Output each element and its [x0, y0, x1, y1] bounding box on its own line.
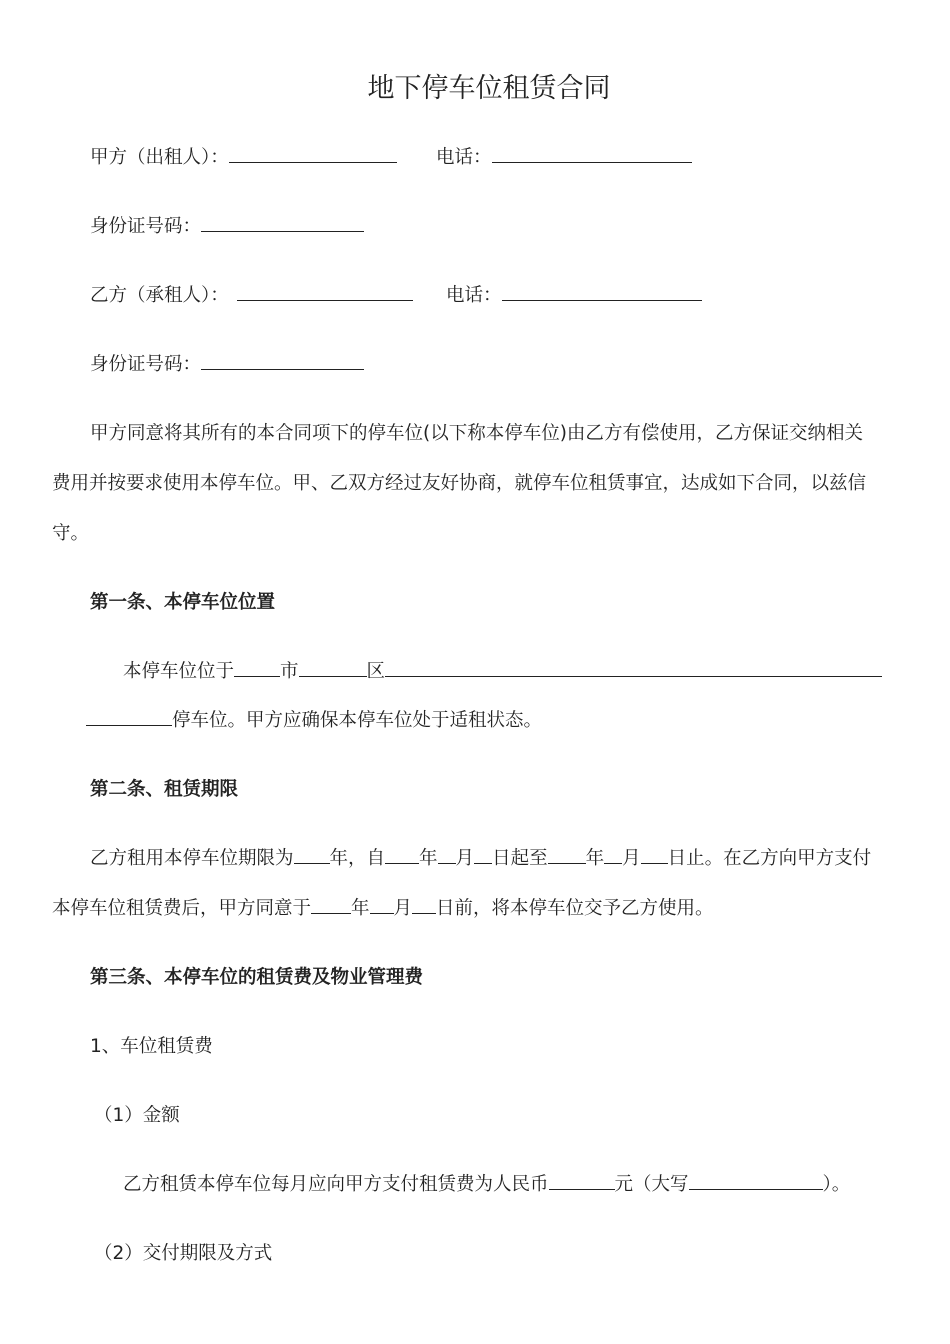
- fee-text-3: ）。: [822, 1174, 851, 1195]
- term-text-8: 日止。在乙方向甲方支付: [667, 848, 872, 869]
- article-3-heading: 第三条、本停车位的租赁费及物业管理费: [90, 967, 424, 988]
- handover-text-4: 日前，将本停车位交予乙方使用。: [436, 898, 714, 919]
- article-2-line-1: [90, 847, 871, 871]
- start-year-blank[interactable]: [385, 847, 419, 864]
- handover-text-2: 年: [351, 898, 370, 919]
- term-text-3: 年: [419, 848, 438, 869]
- fee-line: [123, 1173, 850, 1197]
- fee-amount-blank[interactable]: [549, 1173, 615, 1190]
- start-month-blank[interactable]: [438, 847, 456, 864]
- end-year-blank[interactable]: [548, 847, 586, 864]
- term-text-1: 乙方租用本停车位期限为: [90, 848, 294, 869]
- term-text-4: 月: [455, 848, 475, 869]
- party-b-name-blank[interactable]: [237, 284, 413, 301]
- party-b-id-blank[interactable]: [201, 353, 364, 370]
- city-blank[interactable]: [234, 660, 280, 677]
- handover-text-1: 本停车位租赁费后，甲方同意于: [52, 898, 312, 919]
- handover-day-blank[interactable]: [412, 897, 436, 914]
- article-1-line-1: [123, 660, 882, 684]
- article-2-line-2: [52, 897, 714, 921]
- location-text-3: 区: [366, 661, 386, 682]
- party-b-id-label: 身份证号码：: [90, 354, 202, 375]
- intro-line-3: 守。: [52, 523, 90, 544]
- party-a-id-label: 身份证号码：: [90, 216, 202, 237]
- party-a-label: 甲方（出租人）：: [90, 147, 229, 168]
- intro-line-1: 甲方同意将其所有的本合同项下的停车位(以下称本停车位)由乙方有偿使用，乙方保证交纳相关: [90, 423, 863, 444]
- handover-text-3: 月: [393, 898, 413, 919]
- location-text-2: 市: [280, 661, 299, 682]
- intro-line-2: 费用并按要求使用本停车位。甲、乙双方经过友好协商，就停车位租赁事宜，达成如下合同，以兹信: [52, 473, 867, 494]
- article-1-heading: 第一条、本停车位位置: [90, 592, 276, 613]
- term-years-blank[interactable]: [294, 847, 330, 864]
- party-a-id-row: [90, 215, 364, 239]
- sub-item-1: （1）金额: [94, 1105, 180, 1126]
- space-number-blank[interactable]: [86, 709, 172, 726]
- end-month-blank[interactable]: [604, 847, 622, 864]
- term-text-2: 年，自: [329, 848, 386, 869]
- fee-amount-words-blank[interactable]: [689, 1173, 823, 1190]
- party-a-phone-row: [436, 146, 692, 170]
- party-b-label: 乙方（承租人）：: [90, 285, 229, 306]
- location-text-1: 本停车位位于: [123, 661, 235, 682]
- party-b-phone-blank[interactable]: [502, 284, 702, 301]
- sub-item-2: （2）交付期限及方式: [94, 1243, 273, 1264]
- fee-text-1: 乙方租赁本停车位每月应向甲方支付租赁费为人民币: [123, 1174, 549, 1195]
- party-b-id-row: [90, 353, 364, 377]
- party-a-row: [90, 146, 397, 170]
- handover-year-blank[interactable]: [311, 897, 351, 914]
- party-a-name-blank[interactable]: [229, 146, 397, 163]
- party-b-phone-label: 电话：: [446, 285, 502, 306]
- item-1-heading: 1、车位租赁费: [90, 1036, 213, 1057]
- party-b-row: [90, 284, 413, 308]
- fee-text-2: 元（大写: [614, 1174, 689, 1195]
- party-a-phone-blank[interactable]: [492, 146, 692, 163]
- end-day-blank[interactable]: [641, 847, 668, 864]
- location-text-4: 停车位。甲方应确保本停车位处于适租状态。: [172, 710, 543, 731]
- article-2-heading: 第二条、租赁期限: [90, 779, 239, 800]
- page-title: 地下停车位租赁合同: [367, 73, 611, 104]
- party-b-phone-row: [446, 284, 702, 308]
- term-text-5: 日起至: [492, 848, 548, 869]
- term-text-7: 月: [622, 848, 641, 869]
- party-a-phone-label: 电话：: [436, 147, 492, 168]
- handover-month-blank[interactable]: [370, 897, 394, 914]
- district-blank[interactable]: [299, 660, 367, 677]
- article-1-line-2: [86, 709, 542, 733]
- party-a-id-blank[interactable]: [201, 215, 364, 232]
- address-blank[interactable]: [385, 660, 882, 677]
- start-day-blank[interactable]: [474, 847, 492, 864]
- term-text-6: 年: [585, 848, 605, 869]
